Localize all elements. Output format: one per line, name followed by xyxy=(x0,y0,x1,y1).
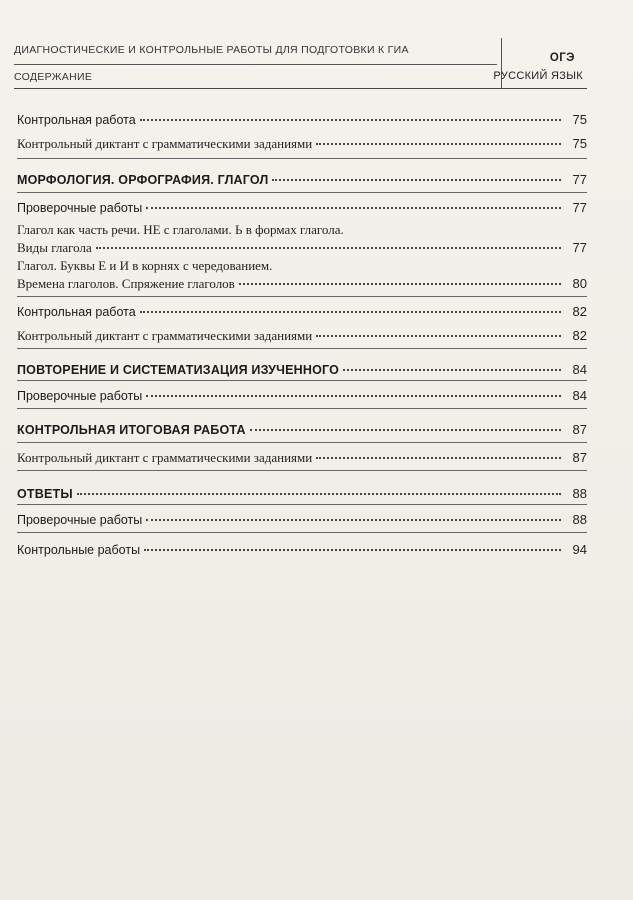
header-rule xyxy=(14,64,497,65)
dot-leader xyxy=(96,247,561,249)
toc-entry-page: 77 xyxy=(572,240,587,255)
dot-leader xyxy=(146,207,561,209)
toc-entry-page: 88 xyxy=(572,512,587,527)
toc-entry-page: 82 xyxy=(572,328,587,343)
dot-leader xyxy=(146,519,561,521)
section-divider xyxy=(17,348,587,349)
toc-chapter[interactable] xyxy=(17,486,587,501)
toc-entry-label: Проверочные работы xyxy=(17,201,143,215)
toc-entry-label: Контрольный диктант с грамматическими заданиями xyxy=(17,328,313,343)
section-divider xyxy=(17,296,587,297)
toc-chapter-label: ПОВТОРЕНИЕ И СИСТЕМАТИЗАЦИЯ ИЗУЧЕННОГО xyxy=(17,363,340,377)
toc-entry-page: 75 xyxy=(572,112,587,127)
section-divider xyxy=(17,408,587,409)
toc-entry-page: 77 xyxy=(572,200,587,215)
section-divider xyxy=(17,192,587,193)
toc-entry-label: Проверочные работы xyxy=(17,513,143,527)
toc-chapter-page: 87 xyxy=(572,422,587,437)
toc-entry-page: 94 xyxy=(572,542,587,557)
toc-entry-label: Виды глагола xyxy=(17,240,92,255)
toc-chapter-label: МОРФОЛОГИЯ. ОРФОГРАФИЯ. ГЛАГОЛ xyxy=(17,173,269,187)
exam-label: ОГЭ xyxy=(549,52,575,64)
dot-leader xyxy=(316,335,561,337)
toc-chapter[interactable] xyxy=(17,362,587,377)
toc-entry[interactable] xyxy=(17,328,587,344)
toc-entry-label: Контрольная работа xyxy=(17,113,136,127)
section-divider xyxy=(17,470,587,471)
toc-entry[interactable] xyxy=(17,136,587,152)
toc-entry-page: 82 xyxy=(572,304,587,319)
section-divider xyxy=(17,532,587,533)
toc-entry-line: Глагол как часть речи. НЕ с глаголами. Ь в формах глагола. xyxy=(17,222,344,237)
toc-entry-page: 84 xyxy=(572,388,587,403)
toc-entry-page: 80 xyxy=(572,276,587,291)
dot-leader xyxy=(144,549,561,551)
toc-entry-label: Контрольный диктант с грамматическими заданиями xyxy=(17,450,313,465)
series-title: ДИАГНОСТИЧЕСКИЕ И КОНТРОЛЬНЫЕ РАБОТЫ ДЛЯ ПОДГОТОВКИ К ГИА xyxy=(14,44,409,56)
toc-entry-label: Времена глаголов. Спряжение глаголов xyxy=(17,276,235,291)
dot-leader xyxy=(140,311,561,313)
toc-entry-page: 75 xyxy=(572,136,587,151)
toc-entry[interactable] xyxy=(17,200,587,215)
toc-chapter[interactable] xyxy=(17,172,587,187)
dot-leader xyxy=(343,369,561,371)
dot-leader xyxy=(250,429,561,431)
toc-chapter-label: ОТВЕТЫ xyxy=(17,487,73,501)
toc-entry[interactable] xyxy=(17,112,587,127)
toc-entry-line: Глагол. Буквы Е и И в корнях с чередованием. xyxy=(17,258,273,273)
subject-label: РУССКИЙ ЯЗЫК xyxy=(493,70,583,82)
toc-chapter-page: 88 xyxy=(572,486,587,501)
dot-leader xyxy=(316,143,561,145)
toc-entry[interactable] xyxy=(17,240,587,256)
toc-chapter-label: КОНТРОЛЬНАЯ ИТОГОВАЯ РАБОТА xyxy=(17,423,246,437)
dot-leader xyxy=(77,493,561,495)
header-bottom-rule xyxy=(14,88,587,89)
dot-leader xyxy=(239,283,561,285)
toc-chapter-page: 77 xyxy=(572,172,587,187)
dot-leader xyxy=(272,179,561,181)
dot-leader xyxy=(146,395,561,397)
toc-entry[interactable] xyxy=(17,304,587,319)
toc-entry[interactable] xyxy=(17,512,587,527)
toc-entry-label: Проверочные работы xyxy=(17,389,143,403)
toc-entry-label: Контрольная работа xyxy=(17,305,136,319)
section-title: СОДЕРЖАНИЕ xyxy=(14,71,93,83)
toc-entry-page: 87 xyxy=(572,450,587,465)
toc-entry[interactable] xyxy=(17,388,587,403)
dot-leader xyxy=(316,457,561,459)
section-divider xyxy=(17,442,587,443)
toc-entry[interactable] xyxy=(17,542,587,557)
toc-entry-label: Контрольные работы xyxy=(17,543,141,557)
toc-chapter[interactable] xyxy=(17,422,587,437)
section-divider xyxy=(17,504,587,505)
running-header xyxy=(14,38,587,98)
toc-chapter-page: 84 xyxy=(572,362,587,377)
section-divider xyxy=(17,380,587,381)
toc-entry[interactable] xyxy=(17,450,587,466)
toc-entry[interactable] xyxy=(17,276,587,292)
section-divider xyxy=(17,158,587,159)
toc-entry-label: Контрольный диктант с грамматическими заданиями xyxy=(17,136,313,151)
dot-leader xyxy=(140,119,561,121)
